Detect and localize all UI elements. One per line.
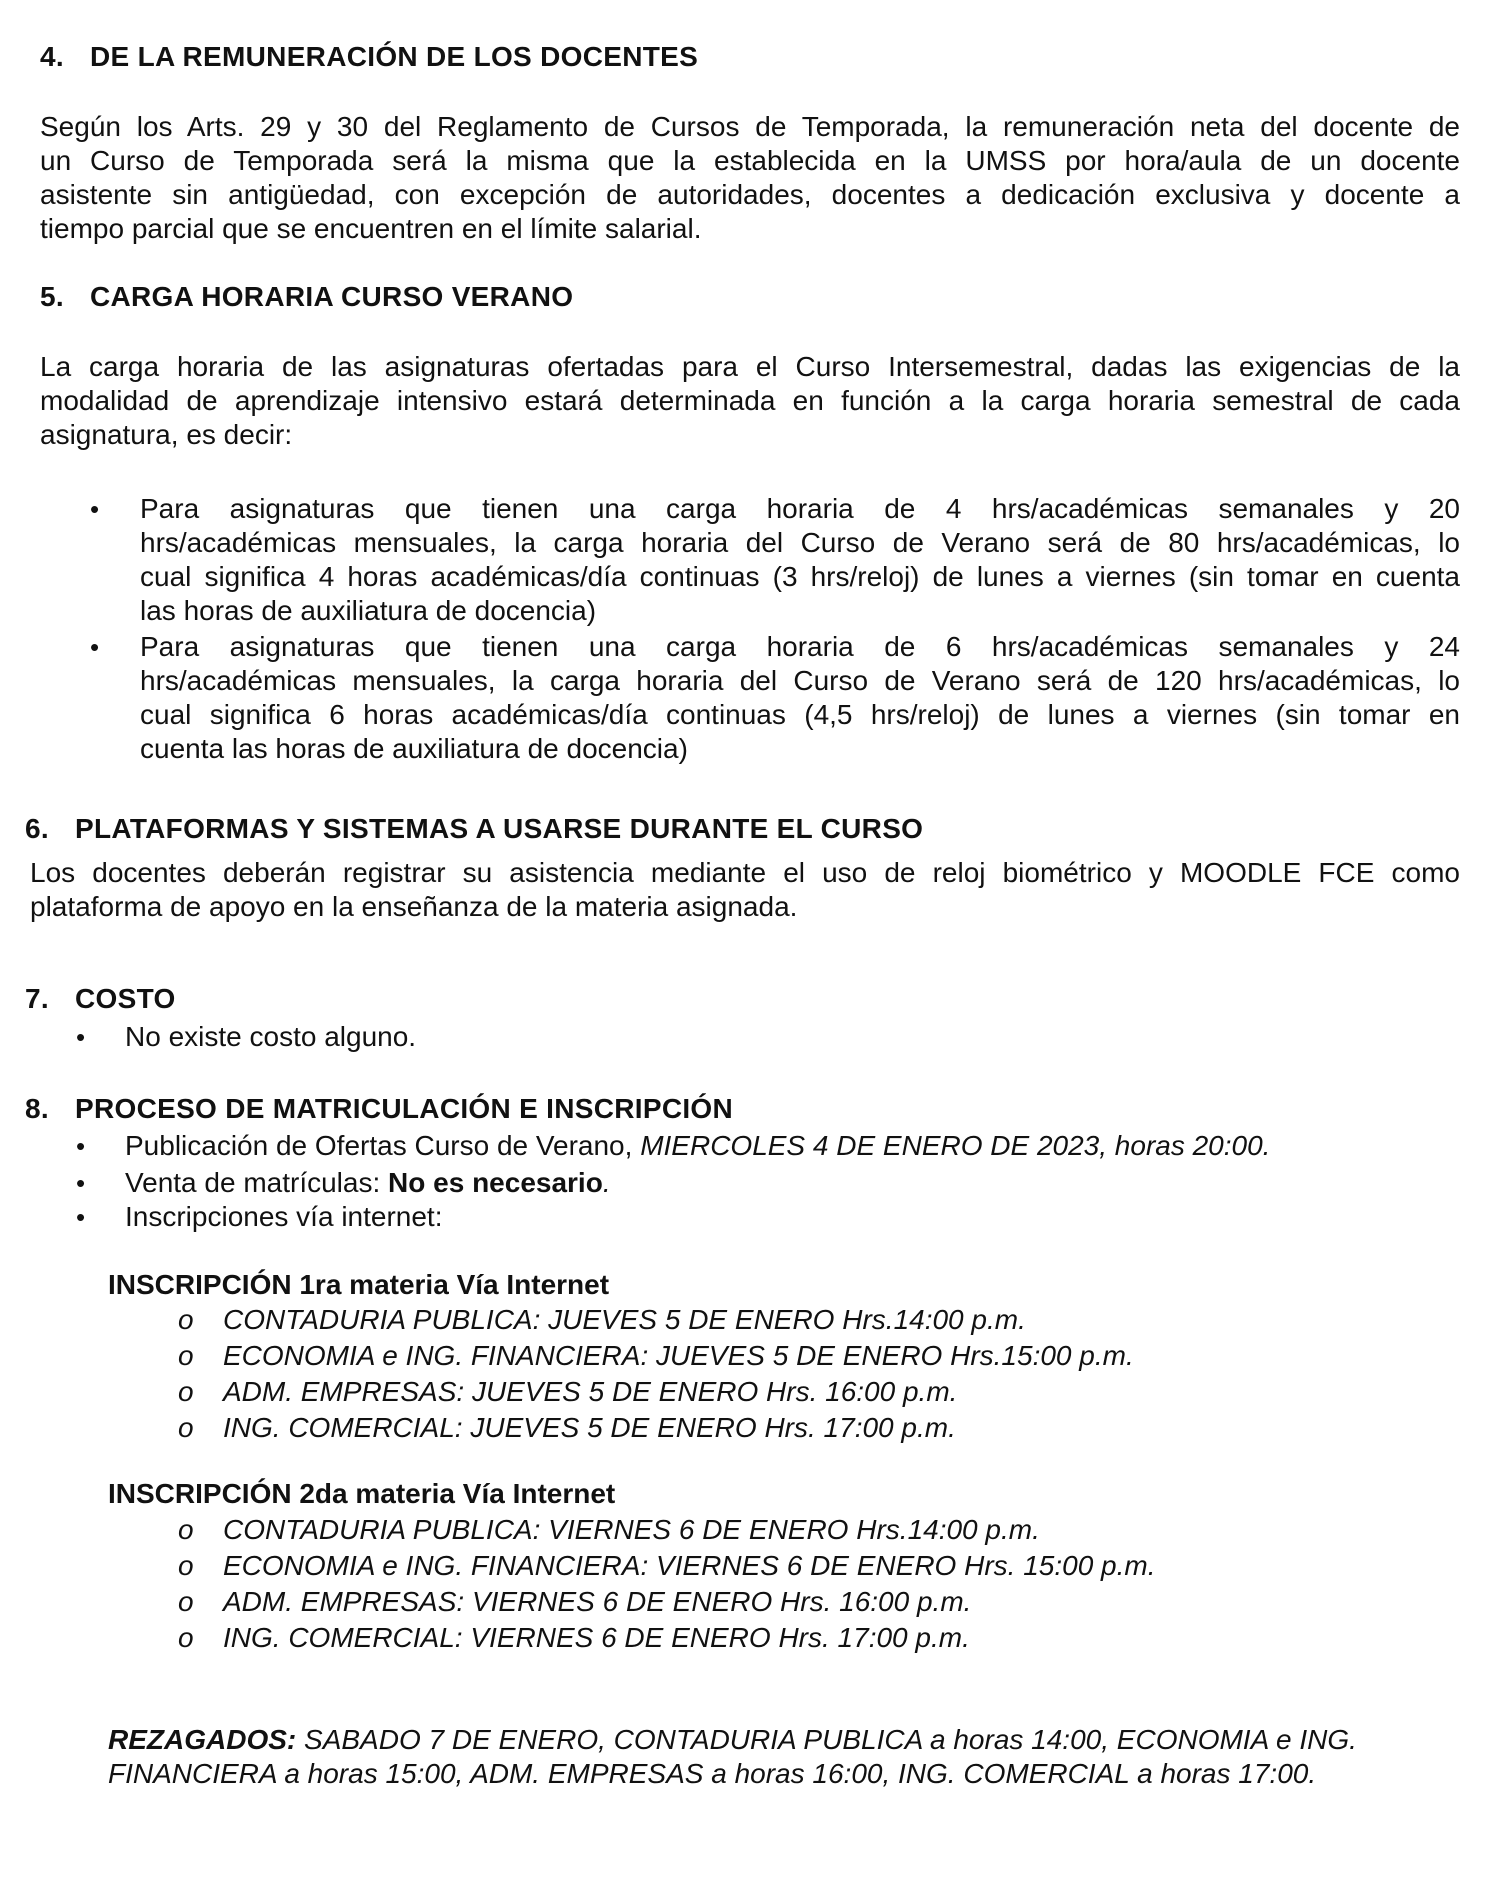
sub-bullet-icon: o bbox=[178, 1412, 194, 1443]
inscripcion-2-title: INSCRIPCIÓN 2da materia Vía Internet bbox=[108, 1478, 616, 1509]
section-7-heading bbox=[25, 982, 176, 1016]
bullet-line: cuenta las horas de auxiliatura de docencia) bbox=[140, 733, 688, 764]
bullet-text-suffix: . bbox=[602, 1167, 611, 1198]
bullet-text-prefix: Publicación de Ofertas Curso de Verano, bbox=[125, 1130, 641, 1161]
paragraph-line: un Curso de Temporada será la misma que la establecida en la UMSS por hora/aula de un docente bbox=[40, 145, 1460, 176]
paragraph-line: asignatura, es decir: bbox=[40, 419, 293, 450]
section-7-bullet bbox=[125, 1020, 416, 1054]
section-number: 7. bbox=[25, 983, 49, 1014]
section-title: CARGA HORARIA CURSO VERANO bbox=[90, 281, 574, 312]
item-text: ECONOMIA e ING. FINANCIERA: JUEVES 5 DE ENERO Hrs.15:00 p.m. bbox=[223, 1340, 1134, 1371]
section-8-bullet-1 bbox=[125, 1129, 1270, 1163]
paragraph-line: asistente sin antigüedad, con excepción de autoridades, docentes a dedicación exclusiva y docente a bbox=[40, 179, 1460, 210]
paragraph-line: Según los Arts. 29 y 30 del Reglamento de Cursos de Temporada, la remuneración neta del docente de bbox=[40, 111, 1460, 142]
section-title: COSTO bbox=[75, 983, 176, 1014]
section-6-heading bbox=[25, 812, 923, 846]
section-number: 5. bbox=[40, 281, 64, 312]
bullet-line: Para asignaturas que tienen una carga horaria de 4 hrs/académicas semanales y 20 bbox=[140, 493, 1460, 524]
sub-bullet-icon: o bbox=[178, 1514, 194, 1545]
bullet-icon: • bbox=[90, 632, 100, 662]
paragraph-line: modalidad de aprendizaje intensivo estará determinada en función a la carga horaria semestral de cada bbox=[40, 385, 1460, 416]
rezagados-text: SABADO 7 DE ENERO, CONTADURIA PUBLICA a horas 14:00, ECONOMIA e ING. bbox=[296, 1724, 1357, 1755]
bullet-icon: • bbox=[90, 494, 100, 524]
item-text: ECONOMIA e ING. FINANCIERA: VIERNES 6 DE ENERO Hrs. 15:00 p.m. bbox=[223, 1550, 1156, 1581]
item-text: CONTADURIA PUBLICA: JUEVES 5 DE ENERO Hrs.14:00 p.m. bbox=[223, 1304, 1026, 1335]
section-title: PLATAFORMAS Y SISTEMAS A USARSE DURANTE EL CURSO bbox=[75, 813, 924, 844]
section-number: 4. bbox=[40, 41, 64, 72]
rezagados-line-2: FINANCIERA a horas 15:00, ADM. EMPRESAS a horas 16:00, ING. COMERCIAL a horas 17:00. bbox=[108, 1758, 1317, 1789]
section-title: DE LA REMUNERACIÓN DE LOS DOCENTES bbox=[90, 41, 699, 72]
sub-bullet-icon: o bbox=[178, 1304, 194, 1335]
bullet-line: cual significa 4 horas académicas/día continuas (3 hrs/reloj) de lunes a viernes (sin tomar en cuenta bbox=[140, 561, 1460, 592]
bullet-icon: • bbox=[76, 1168, 86, 1198]
section-8-bullet-3 bbox=[125, 1200, 443, 1234]
bullet-line: hrs/académicas mensuales, la carga horaria del Curso de Verano será de 80 hrs/académicas, lo bbox=[140, 527, 1460, 558]
sub-bullet-icon: o bbox=[178, 1550, 194, 1581]
paragraph-line: plataforma de apoyo en la enseñanza de la materia asignada. bbox=[30, 891, 798, 922]
sub-bullet-icon: o bbox=[178, 1340, 194, 1371]
section-number: 8. bbox=[25, 1093, 49, 1124]
section-5-bullet-2 bbox=[140, 630, 1460, 766]
section-4-paragraph bbox=[40, 110, 1460, 246]
section-8-heading bbox=[25, 1092, 733, 1126]
section-5-bullet-1 bbox=[140, 492, 1460, 628]
bullet-line: cual significa 6 horas académicas/día continuas (4,5 hrs/reloj) de lunes a viernes (sin tomar en bbox=[140, 699, 1460, 730]
bullet-line: No existe costo alguno. bbox=[125, 1021, 417, 1052]
paragraph-line: tiempo parcial que se encuentren en el límite salarial. bbox=[40, 213, 702, 244]
section-title: PROCESO DE MATRICULACIÓN E INSCRIPCIÓN bbox=[75, 1093, 734, 1124]
item-text: ING. COMERCIAL: JUEVES 5 DE ENERO Hrs. 17:00 p.m. bbox=[223, 1412, 956, 1443]
section-5-heading bbox=[40, 280, 573, 314]
paragraph-line: La carga horaria de las asignaturas ofertadas para el Curso Intersemestral, dadas las exigencias de la bbox=[40, 351, 1460, 382]
rezagados-block bbox=[108, 1723, 1357, 1791]
sub-bullet-icon: o bbox=[178, 1586, 194, 1617]
sub-bullet-icon: o bbox=[178, 1376, 194, 1407]
inscripcion-1-title: INSCRIPCIÓN 1ra materia Vía Internet bbox=[108, 1269, 610, 1300]
bullet-line: hrs/académicas mensuales, la carga horaria del Curso de Verano será de 120 hrs/académicas, lo bbox=[140, 665, 1460, 696]
paragraph-line: Los docentes deberán registrar su asistencia mediante el uso de reloj biométrico y MOODLE FCE como bbox=[30, 857, 1460, 888]
bullet-icon: • bbox=[76, 1202, 86, 1232]
section-6-paragraph bbox=[30, 856, 1460, 924]
bullet-line: Inscripciones vía internet: bbox=[125, 1201, 443, 1232]
section-8-bullet-2 bbox=[125, 1166, 611, 1200]
item-text: ADM. EMPRESAS: JUEVES 5 DE ENERO Hrs. 16:00 p.m. bbox=[223, 1376, 958, 1407]
bullet-icon: • bbox=[76, 1022, 86, 1052]
bullet-text-prefix: Venta de matrículas: bbox=[125, 1167, 389, 1198]
rezagados-line-1 bbox=[108, 1723, 1357, 1757]
bullet-text-date: MIERCOLES 4 DE ENERO DE 2023, horas 20:00. bbox=[640, 1130, 1271, 1161]
item-text: ING. COMERCIAL: VIERNES 6 DE ENERO Hrs. 17:00 p.m. bbox=[223, 1622, 970, 1653]
section-4-heading bbox=[40, 40, 698, 74]
section-number: 6. bbox=[25, 813, 49, 844]
bullet-icon: • bbox=[76, 1131, 86, 1161]
rezagados-label: REZAGADOS: bbox=[108, 1724, 297, 1755]
item-text: CONTADURIA PUBLICA: VIERNES 6 DE ENERO Hrs.14:00 p.m. bbox=[223, 1514, 1040, 1545]
bullet-text-bold: No es necesario bbox=[388, 1167, 603, 1198]
section-5-paragraph bbox=[40, 350, 1460, 452]
item-text: ADM. EMPRESAS: VIERNES 6 DE ENERO Hrs. 16:00 p.m. bbox=[223, 1586, 972, 1617]
bullet-line: las horas de auxiliatura de docencia) bbox=[140, 595, 597, 626]
bullet-line: Para asignaturas que tienen una carga horaria de 6 hrs/académicas semanales y 24 bbox=[140, 631, 1460, 662]
sub-bullet-icon: o bbox=[178, 1622, 194, 1653]
